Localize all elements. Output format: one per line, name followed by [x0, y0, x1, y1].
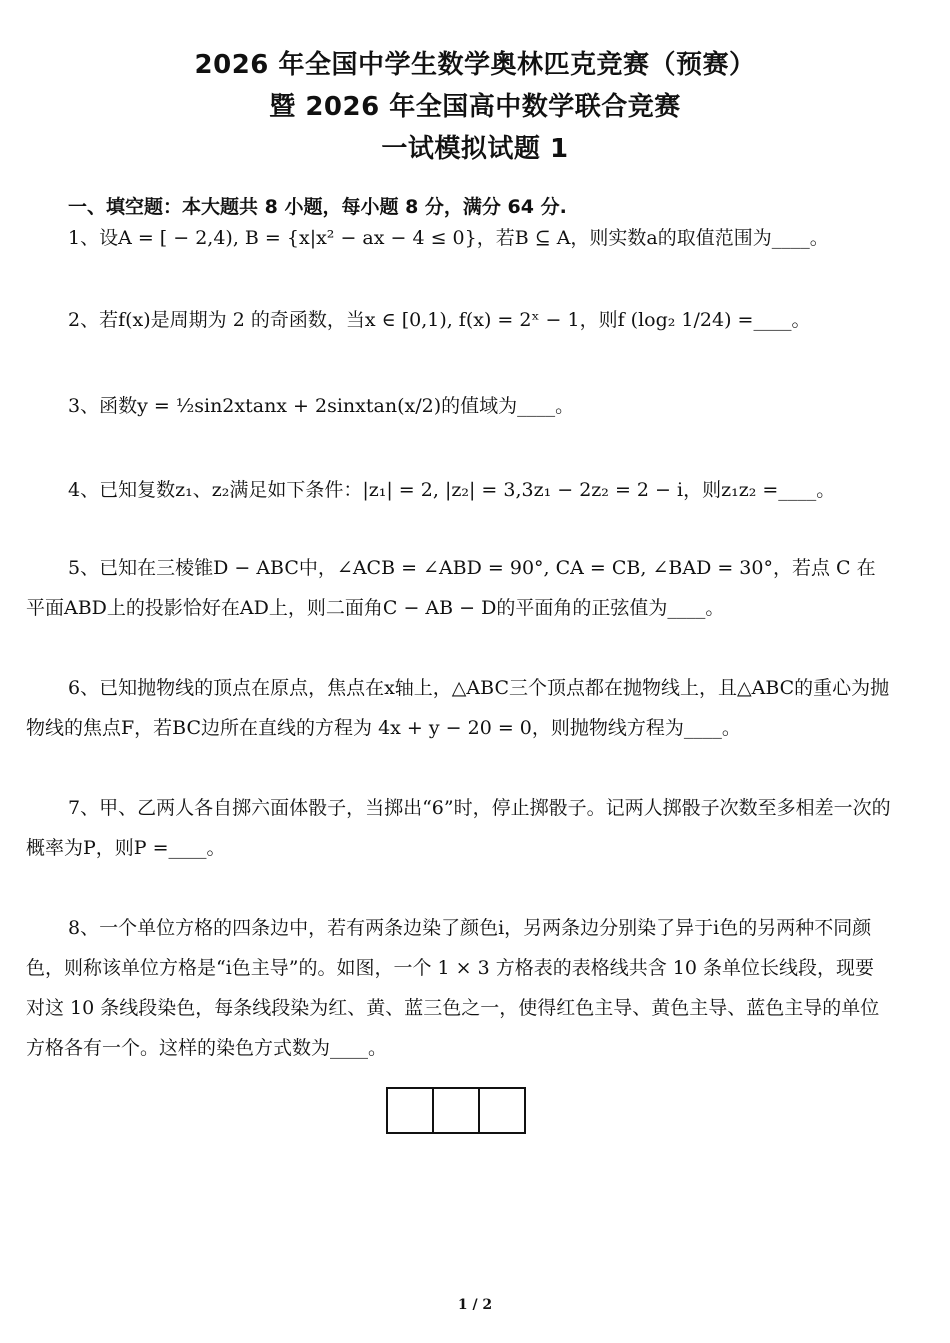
question-5: 5、已知在三棱锥D − ABC中，∠ACB = ∠ABD = 90°, CA = CB, ∠BAD = 30°，若点 C 在平面ABD上的投影恰好在AD上，则二面角C − AB − D的平面角的正弦值为____。: [26, 557, 876, 619]
question-6: 6、已知抛物线的顶点在原点，焦点在x轴上，△ABC三个顶点都在抛物线上，且△ABC的重心为抛物线的焦点F，若BC边所在直线的方程为 4x + y − 20 = 0，则抛物线方程为____。: [26, 677, 890, 739]
one-by-three-grid-figure: [386, 1087, 526, 1134]
question-4: 4、已知复数z₁、z₂满足如下条件：|z₁| = 2, |z₂| = 3,3z₁ − 2z₂ = 2 − i，则z₁z₂ =____。: [68, 479, 836, 501]
question-7: 7、甲、乙两人各自掷六面体骰子，当掷出“6”时，停止掷骰子。记两人掷骰子次数至多相差一次的概率为P，则P =____。: [26, 797, 891, 859]
question-3: 3、函数y = ½sin2xtanx + 2sinxtan(x/2)的值域为____。: [68, 395, 575, 417]
grid-cell: [434, 1089, 480, 1132]
grid-cell: [480, 1089, 524, 1132]
exam-title-line-1: 2026 年全国中学生数学奥林匹克竞赛（预赛）: [194, 50, 756, 80]
question-2: 2、若f(x)是周期为 2 的奇函数，当x ∈ [0,1), f(x) = 2ˣ − 1，则f (log₂ 1/24) =____。: [68, 309, 811, 331]
grid-cell: [388, 1089, 434, 1132]
question-8: 8、一个单位方格的四条边中，若有两条边染了颜色i，另两条边分别染了异于i色的另两种不同颜色，则称该单位方格是“i色主导”的。如图，一个 1 × 3 方格表的表格线共含 10 条单位长线段，现要对这 10 条线段染色，每条线段染为红、黄、蓝三色之一，使得红色主导、黄色主导、蓝色主导的单位方格各有一个。这样的染色方式数为____。: [26, 917, 880, 1059]
section-heading: 一、填空题：本大题共 8 小题，每小题 8 分，满分 64 分.: [68, 196, 567, 218]
exam-title-line-2: 暨 2026 年全国高中数学联合竞赛: [269, 92, 681, 122]
question-1: 1、设A = [ − 2,4), B = {x|x² − ax − 4 ≤ 0}，若B ⊆ A，则实数a的取值范围为____。: [68, 227, 829, 249]
exam-title-line-3: 一试模拟试题 1: [381, 134, 569, 164]
page-number: 1 / 2: [457, 1297, 493, 1313]
